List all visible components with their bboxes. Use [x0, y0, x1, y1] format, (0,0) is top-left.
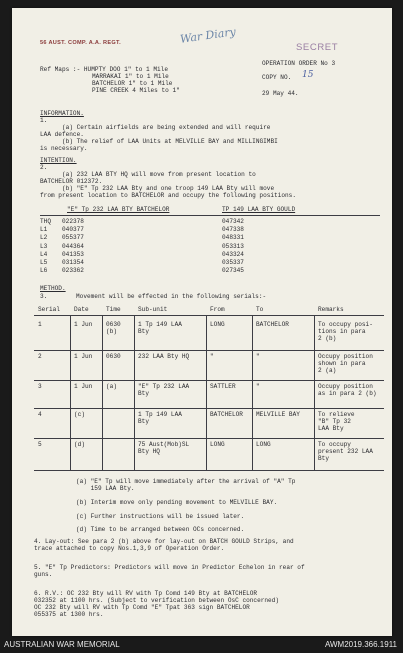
order-date: 29 May 44. [262, 90, 299, 97]
serial-table-header: Serial [38, 306, 60, 313]
position-grid-ref-gould: 047338 [222, 226, 244, 234]
serial-cell-date: 1 Jun [74, 353, 93, 360]
serial-cell-from: " [210, 353, 214, 360]
serial-cell-to: " [256, 383, 260, 390]
copy-number: 15 [302, 70, 314, 80]
serial-cell-serial: 1 [38, 321, 42, 328]
intention-line: (b) "E" Tp 232 LAA Bty and one troop 149 LAA Bty will move [62, 185, 275, 192]
para-6-line: 6. R.V.: OC 232 Bty will RV with Tp Comd 149 Bty at BATCHELOR [34, 590, 258, 597]
serial-column-rule [102, 315, 103, 470]
serial-cell-subunit: 75 Aust(Mob)SL Bty HQ [138, 441, 190, 455]
serial-column-rule [70, 315, 71, 470]
serial-table-header: Remarks [318, 306, 344, 313]
serial-column-rule [134, 315, 135, 470]
method-note: (b) Interim move only pending movement to MELVILLE BAY. [76, 499, 278, 506]
intention-line: (a) 232 LAA BTY HQ will move from present location to [62, 171, 256, 178]
serial-table-header: From [210, 306, 225, 313]
serial-column-rule [314, 315, 315, 470]
position-grid-ref-gould: 047342 [222, 218, 244, 225]
para-5-line: guns. [34, 571, 53, 578]
serial-row-rule [34, 470, 384, 471]
position-row-label: L5 [40, 259, 48, 266]
position-grid-ref-batchelor: 055377 [62, 234, 84, 242]
serial-table-header: Sub-unit [138, 306, 168, 313]
serial-cell-serial: 5 [38, 441, 42, 448]
serial-row-rule [34, 408, 384, 409]
method-para-no: 3. [40, 293, 48, 300]
serial-table-header: To [256, 306, 264, 313]
archive-footer [0, 636, 403, 653]
serial-cell-time: 0630 [106, 353, 121, 360]
ref-map-line-3: BATCHELOR 1" to 1 Mile [92, 80, 173, 87]
para-6-line: 055375 at 1300 hrs. [34, 611, 104, 618]
information-line: (b) The relief of LAA Units at MELVILLE BAY and MILLINGIMBI [62, 138, 278, 145]
serial-cell-remarks: Occupy position shown in para 2 (a) [318, 353, 373, 374]
para-6-line: 032352 at 1100 hrs. (Subject to verification between OsC concerned) [34, 597, 280, 604]
position-grid-ref-batchelor: 031354 [62, 259, 84, 266]
para-4-line: 4. Lay-out: See para 2 (b) above for lay-out on BATCH GOULD Strips, and [34, 538, 294, 545]
position-grid-ref-batchelor: 023362 [62, 267, 84, 275]
serial-cell-from: LONG [210, 441, 225, 448]
method-intro: Movement will be effected in the following serials:- [76, 293, 267, 300]
serial-cell-remarks: To occupy present 232 LAA Bty [318, 441, 373, 462]
position-row-label: L1 [40, 226, 48, 234]
position-table-col1-title: "E" Tp 232 LAA BTY BATCHELOR [67, 206, 170, 213]
position-row-label: L4 [40, 250, 48, 258]
ref-map-line-4: PINE CREEK 4 Miles to 1" [92, 87, 180, 94]
serial-cell-time: 0630 (b) [106, 321, 121, 335]
serial-cell-from: LONG [210, 321, 225, 328]
serial-cell-remarks: Occupy position as in para 2 (b) [318, 383, 377, 397]
method-heading: METHOD. [40, 285, 66, 292]
serial-cell-remarks: To relieve "B" Tp 32 LAA Bty [318, 411, 355, 432]
position-grid-ref-batchelor: 022378 [62, 218, 84, 225]
serial-column-rule [206, 315, 207, 470]
serial-table-header: Date [74, 306, 89, 313]
para-4-line: trace attached to copy Nos.1,3,9 of Operation Order. [34, 545, 225, 552]
information-line: LAA defence. [40, 131, 84, 138]
document-page [12, 8, 392, 636]
method-note: (a) "E" Tp will move immediately after the arrival of "A" Tp [76, 478, 296, 485]
serial-cell-date: (d) [74, 441, 85, 448]
footer-accession-number: AWM2019.366.1911 [324, 640, 397, 649]
para-6-line: OC 232 Bty will RV with Tp Comd "E" Tpat 363 sign BATCHELOR [34, 604, 250, 611]
position-grid-ref-batchelor: 041353 [62, 250, 84, 258]
copy-label: COPY NO. [262, 74, 292, 81]
ref-map-line-1: Ref Maps :- HUMPTY DOO 1" to 1 Mile [40, 66, 168, 73]
intention-para-no: 2. [40, 164, 48, 171]
position-grid-ref-batchelor: 044364 [62, 242, 84, 250]
position-row-label: THQ [40, 218, 51, 225]
serial-cell-to: " [256, 353, 260, 360]
serial-cell-subunit: 232 LAA Bty HQ [138, 353, 190, 360]
serial-cell-from: SATTLER [210, 383, 236, 390]
serial-cell-serial: 2 [38, 353, 42, 360]
serial-column-rule [252, 315, 253, 470]
serial-cell-subunit: 1 Tp 149 LAA Bty [138, 321, 182, 335]
para-5-line: 5. "E" Tp Predictors: Predictors will move in Predictor Echelon in rear of [34, 564, 305, 571]
position-grid-ref-gould: 048331 [222, 234, 244, 242]
serial-table-rule [34, 315, 384, 316]
information-heading: INFORMATION. [40, 110, 84, 117]
position-table-col2-title: TP 149 LAA BTY GOULD [222, 206, 296, 213]
position-row-label: L3 [40, 242, 48, 250]
information-line: (a) Certain airfields are being extended and will require [62, 124, 271, 131]
war-diary-signature: War Diary [179, 25, 237, 46]
intention-line: BATCHELOR 012372. [40, 178, 103, 185]
footer-institution: AUSTRALIAN WAR MEMORIAL [4, 640, 120, 649]
intention-heading: INTENTION. [40, 157, 77, 164]
position-grid-ref-gould: 053313 [222, 242, 244, 250]
information-line: is necessary. [40, 145, 88, 152]
intention-line: from present location to BATCHELOR and occupy the following positions. [40, 192, 296, 199]
information-para-no: 1. [40, 117, 48, 124]
position-grid-ref-batchelor: 040377 [62, 226, 84, 234]
ref-map-line-2: MARRAKAI 1" to 1 Mile [92, 73, 169, 80]
serial-cell-from: BATCHELOR [210, 411, 243, 418]
position-row-label: L6 [40, 267, 48, 275]
serial-cell-to: BATCHELOR [256, 321, 289, 328]
serial-cell-remarks: To occupy posi- tions in para 2 (b) [318, 321, 373, 342]
serial-cell-subunit: 1 Tp 149 LAA Bty [138, 411, 182, 425]
position-grid-ref-gould: 027345 [222, 267, 244, 275]
serial-row-rule [34, 350, 384, 351]
serial-cell-subunit: "E" Tp 232 LAA Bty [138, 383, 190, 397]
order-title: OPERATION ORDER No 3 [262, 60, 336, 67]
serial-row-rule [34, 380, 384, 381]
method-note: (d) Time to be arranged between OCs concerned. [76, 526, 245, 533]
position-row-label: L2 [40, 234, 48, 242]
unit-stamp: 56 AUST. COMP. A.A. REGT. [40, 40, 121, 46]
classification-stamp: SECRET [296, 42, 339, 53]
serial-cell-date: 1 Jun [74, 383, 93, 390]
serial-cell-serial: 4 [38, 411, 42, 418]
serial-cell-time: (a) [106, 383, 117, 390]
serial-cell-to: LONG [256, 441, 271, 448]
method-note: (c) Further instructions will be issued later. [76, 513, 245, 520]
position-grid-ref-gould: 043324 [222, 250, 244, 258]
serial-cell-serial: 3 [38, 383, 42, 390]
serial-table-header: Time [106, 306, 121, 313]
method-note: 159 LAA Bty. [76, 485, 135, 492]
serial-cell-date: 1 Jun [74, 321, 93, 328]
serial-row-rule [34, 438, 384, 439]
position-table-rule [40, 215, 380, 216]
serial-cell-date: (c) [74, 411, 85, 418]
position-grid-ref-gould: 035337 [222, 259, 244, 266]
serial-cell-to: MELVILLE BAY [256, 411, 300, 418]
